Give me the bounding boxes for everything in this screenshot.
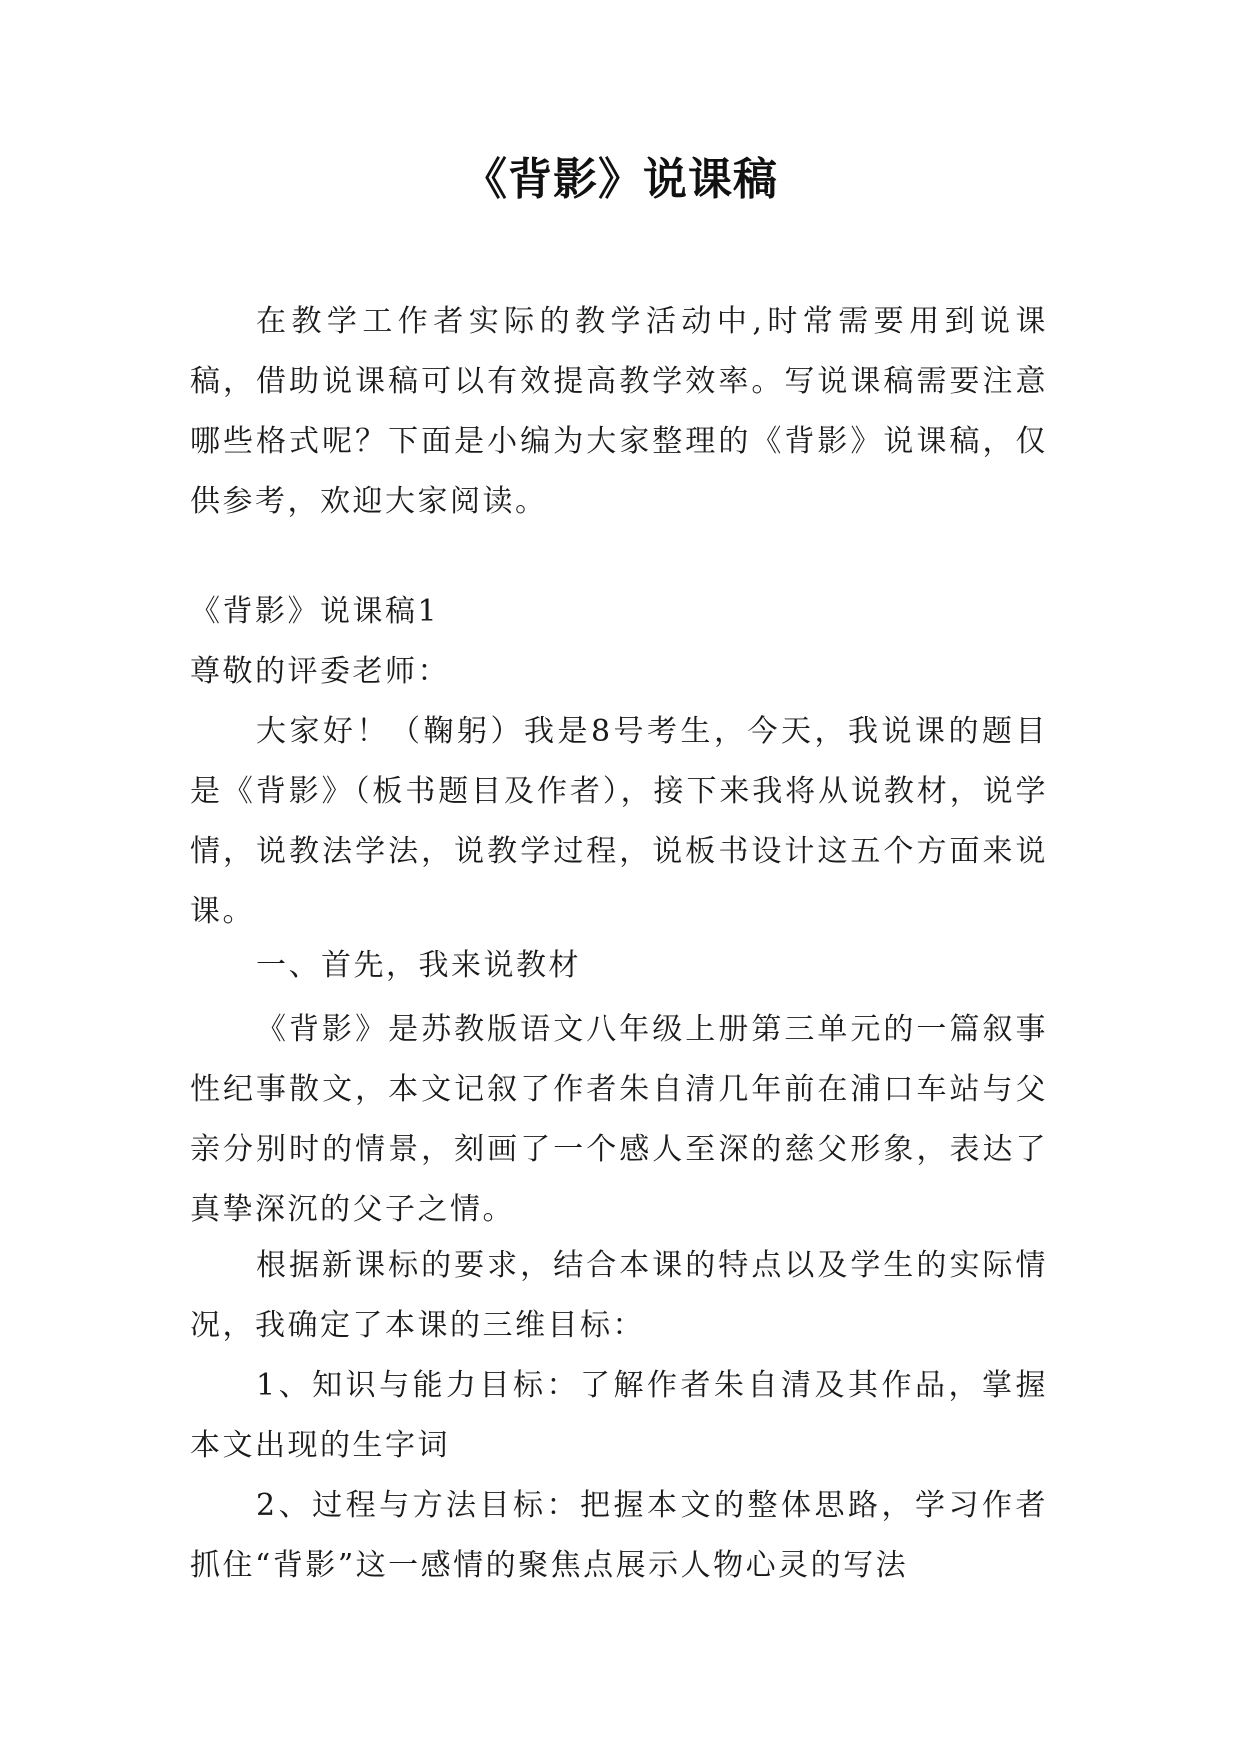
greeting-paragraph: 大家好！（鞠躬）我是8号考生，今天，我说课的题目是《背影》（板书题目及作者），接下来我将从说教材，说学情，说教法学法，说教学过程，说板书设计这五个方面来说课。 — [190, 714, 1048, 929]
basis-paragraph: 根据新课标的要求，结合本课的特点以及学生的实际情况，我确定了本课的三维目标： — [190, 1248, 1048, 1343]
goal-1-paragraph: 1、知识与能力目标：了解作者朱自清及其作品，掌握本文出现的生字词 — [190, 1368, 1048, 1463]
section-subtitle: 《背影》说课稿1 — [190, 594, 440, 629]
material-paragraph: 《背影》是苏教版语文八年级上册第三单元的一篇叙事性纪事散文，本文记叙了作者朱自清几年前在浦口车站与父亲分别时的情景，刻画了一个感人至深的慈父形象，表达了真挚深沉的父子之情。 — [190, 1012, 1048, 1227]
intro-paragraph: 在教学工作者实际的教学活动中,时常需要用到说课稿，借助说课稿可以有效提高教学效率。写说课稿需要注意哪些格式呢？下面是小编为大家整理的《背影》说课稿，仅供参考，欢迎大家阅读。 — [190, 304, 1048, 519]
goal-2-paragraph: 2、过程与方法目标：把握本文的整体思路，学习作者抓住“背影”这一感情的聚焦点展示人物心灵的写法 — [190, 1488, 1048, 1583]
salutation: 尊敬的评委老师： — [190, 654, 450, 689]
section-heading-material: 一、首先，我来说教材 — [256, 948, 581, 983]
document-title: 《背影》说课稿 — [463, 154, 778, 205]
